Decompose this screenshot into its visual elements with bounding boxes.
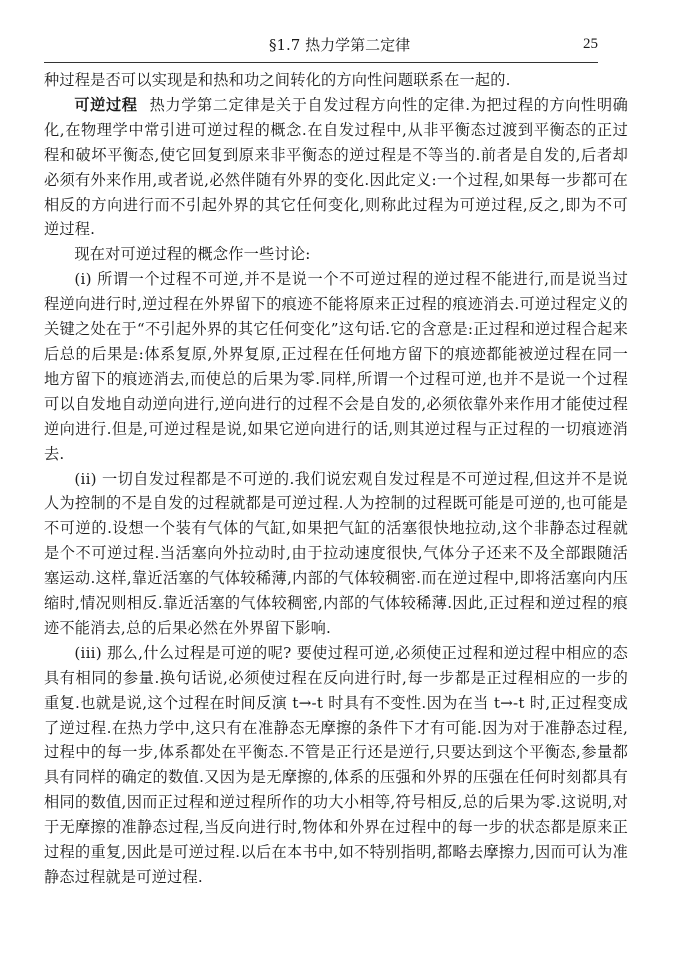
paragraph-continuation: 种过程是否可以实现是和热和功之间转化的方向性问题联系在一起的.	[44, 71, 511, 89]
page-header	[44, 30, 598, 63]
paragraph-discussion-intro: 现在对可逆过程的概念作一些讨论:	[74, 245, 311, 264]
term-heading: 可逆过程	[74, 95, 138, 114]
paragraph-point-ii: (ii) 一切自发过程都是不可逆的.我们说宏观自发过程是不可逆过程,但这并不是说人为控制的不是自发的过程就都是可逆过程.人为控制的过程既可能是可逆的,也可能是不可逆的.设想一个装有气体的气缸,如果把气缸的活塞很快地拉动,这个非静态过程就是个不可逆过程.当活塞向外拉动时,由于拉动速度很快,气体分子还来不及全部跟随活塞运动.这样,靠近活塞的气体较稀薄,内部的气体较稠密.而在逆过程中,即将活塞向内压缩时,情况则相反.靠近活塞的气体较稠密,内部的气体较稀薄.因此,正过程和逆过程的痕迹不能消去,总的后果必然在外界留下影响.	[44, 469, 628, 637]
paragraph-point-i: (i) 所谓一个过程不可逆,并不是说一个不可逆过程的逆过程不能进行,而是说当过程逆向进行时,逆过程在外界留下的痕迹不能将原来正过程的痕迹消去.可逆过程定义的关键之处在于“不引起外界的其它任何变化”这句话.它的含意是:正过程和逆过程合起来后总的后果是:体系复原,外界复原,正过程在任何地方留下的痕迹都能被逆过程在同一地方留下的痕迹消去,而使总的后果为零.同样,所谓一个过程可逆,也并不是说一个过程可以自发地自动逆向进行,逆向进行的过程不会是自发的,必须依靠外来作用才能使过程逆向进行.但是,可逆过程是说,如果它逆向进行的话,则其逆过程与正过程的一切痕迹消去.	[44, 270, 628, 463]
page-number: 25	[583, 36, 598, 52]
paragraph-point-iii: (iii) 那么,什么过程是可逆的呢? 要使过程可逆,必须使正过程和逆过程中相应的态具有相同的参量.换句话说,必须使过程在反向进行时,每一步都是正过程相应的一步的重复.也就是说,这个过程在时间反演 t→-t 时具有不变性.因为在当 t→-t 时,正过程变成了逆过程.在热力学中,这只有在准静态无摩擦的条件下才有可能.因为对于准静态过程,过程中的每一步,体系都处在平衡态.不管是正行还是逆行,只要达到这个平衡态,参量都具有同样的确定的数值.又因为是无摩擦的,体系的压强和外界的压强在任何时刻都具有相同的数值,因而正过程和逆过程所作的功大小相等,符号相反,总的后果为零.这说明,对于无摩擦的准静态过程,当反向进行时,物体和外界在过程中的每一步的状态都是原来正过程的重复,因此是可逆过程.以后在本书中,如不特别指明,都略去摩擦力,因而可认为准静态过程就是可逆过程.	[44, 643, 628, 886]
page-body	[44, 68, 628, 890]
running-title: §1.7 热力学第二定律	[269, 36, 411, 54]
paragraph-reversible-process-definition	[44, 93, 628, 242]
paragraph-text: 热力学第二定律是关于自发过程方向性的定律.为把过程的方向性明确化,在物理学中常引进可逆过程的概念.在自发过程中,从非平衡态过渡到平衡态的正过程和破坏平衡态,使它回复到原来非平衡态的逆过程是不等当的.前者是自发的,后者却必须有外来作用,或者说,必然伴随有外界的变化.因此定义:一个过程,如果每一步都可在相反的方向进行而不引起外界的其它任何变化,则称此过程为可逆过程,反之,即为不可逆过程.	[44, 95, 628, 239]
